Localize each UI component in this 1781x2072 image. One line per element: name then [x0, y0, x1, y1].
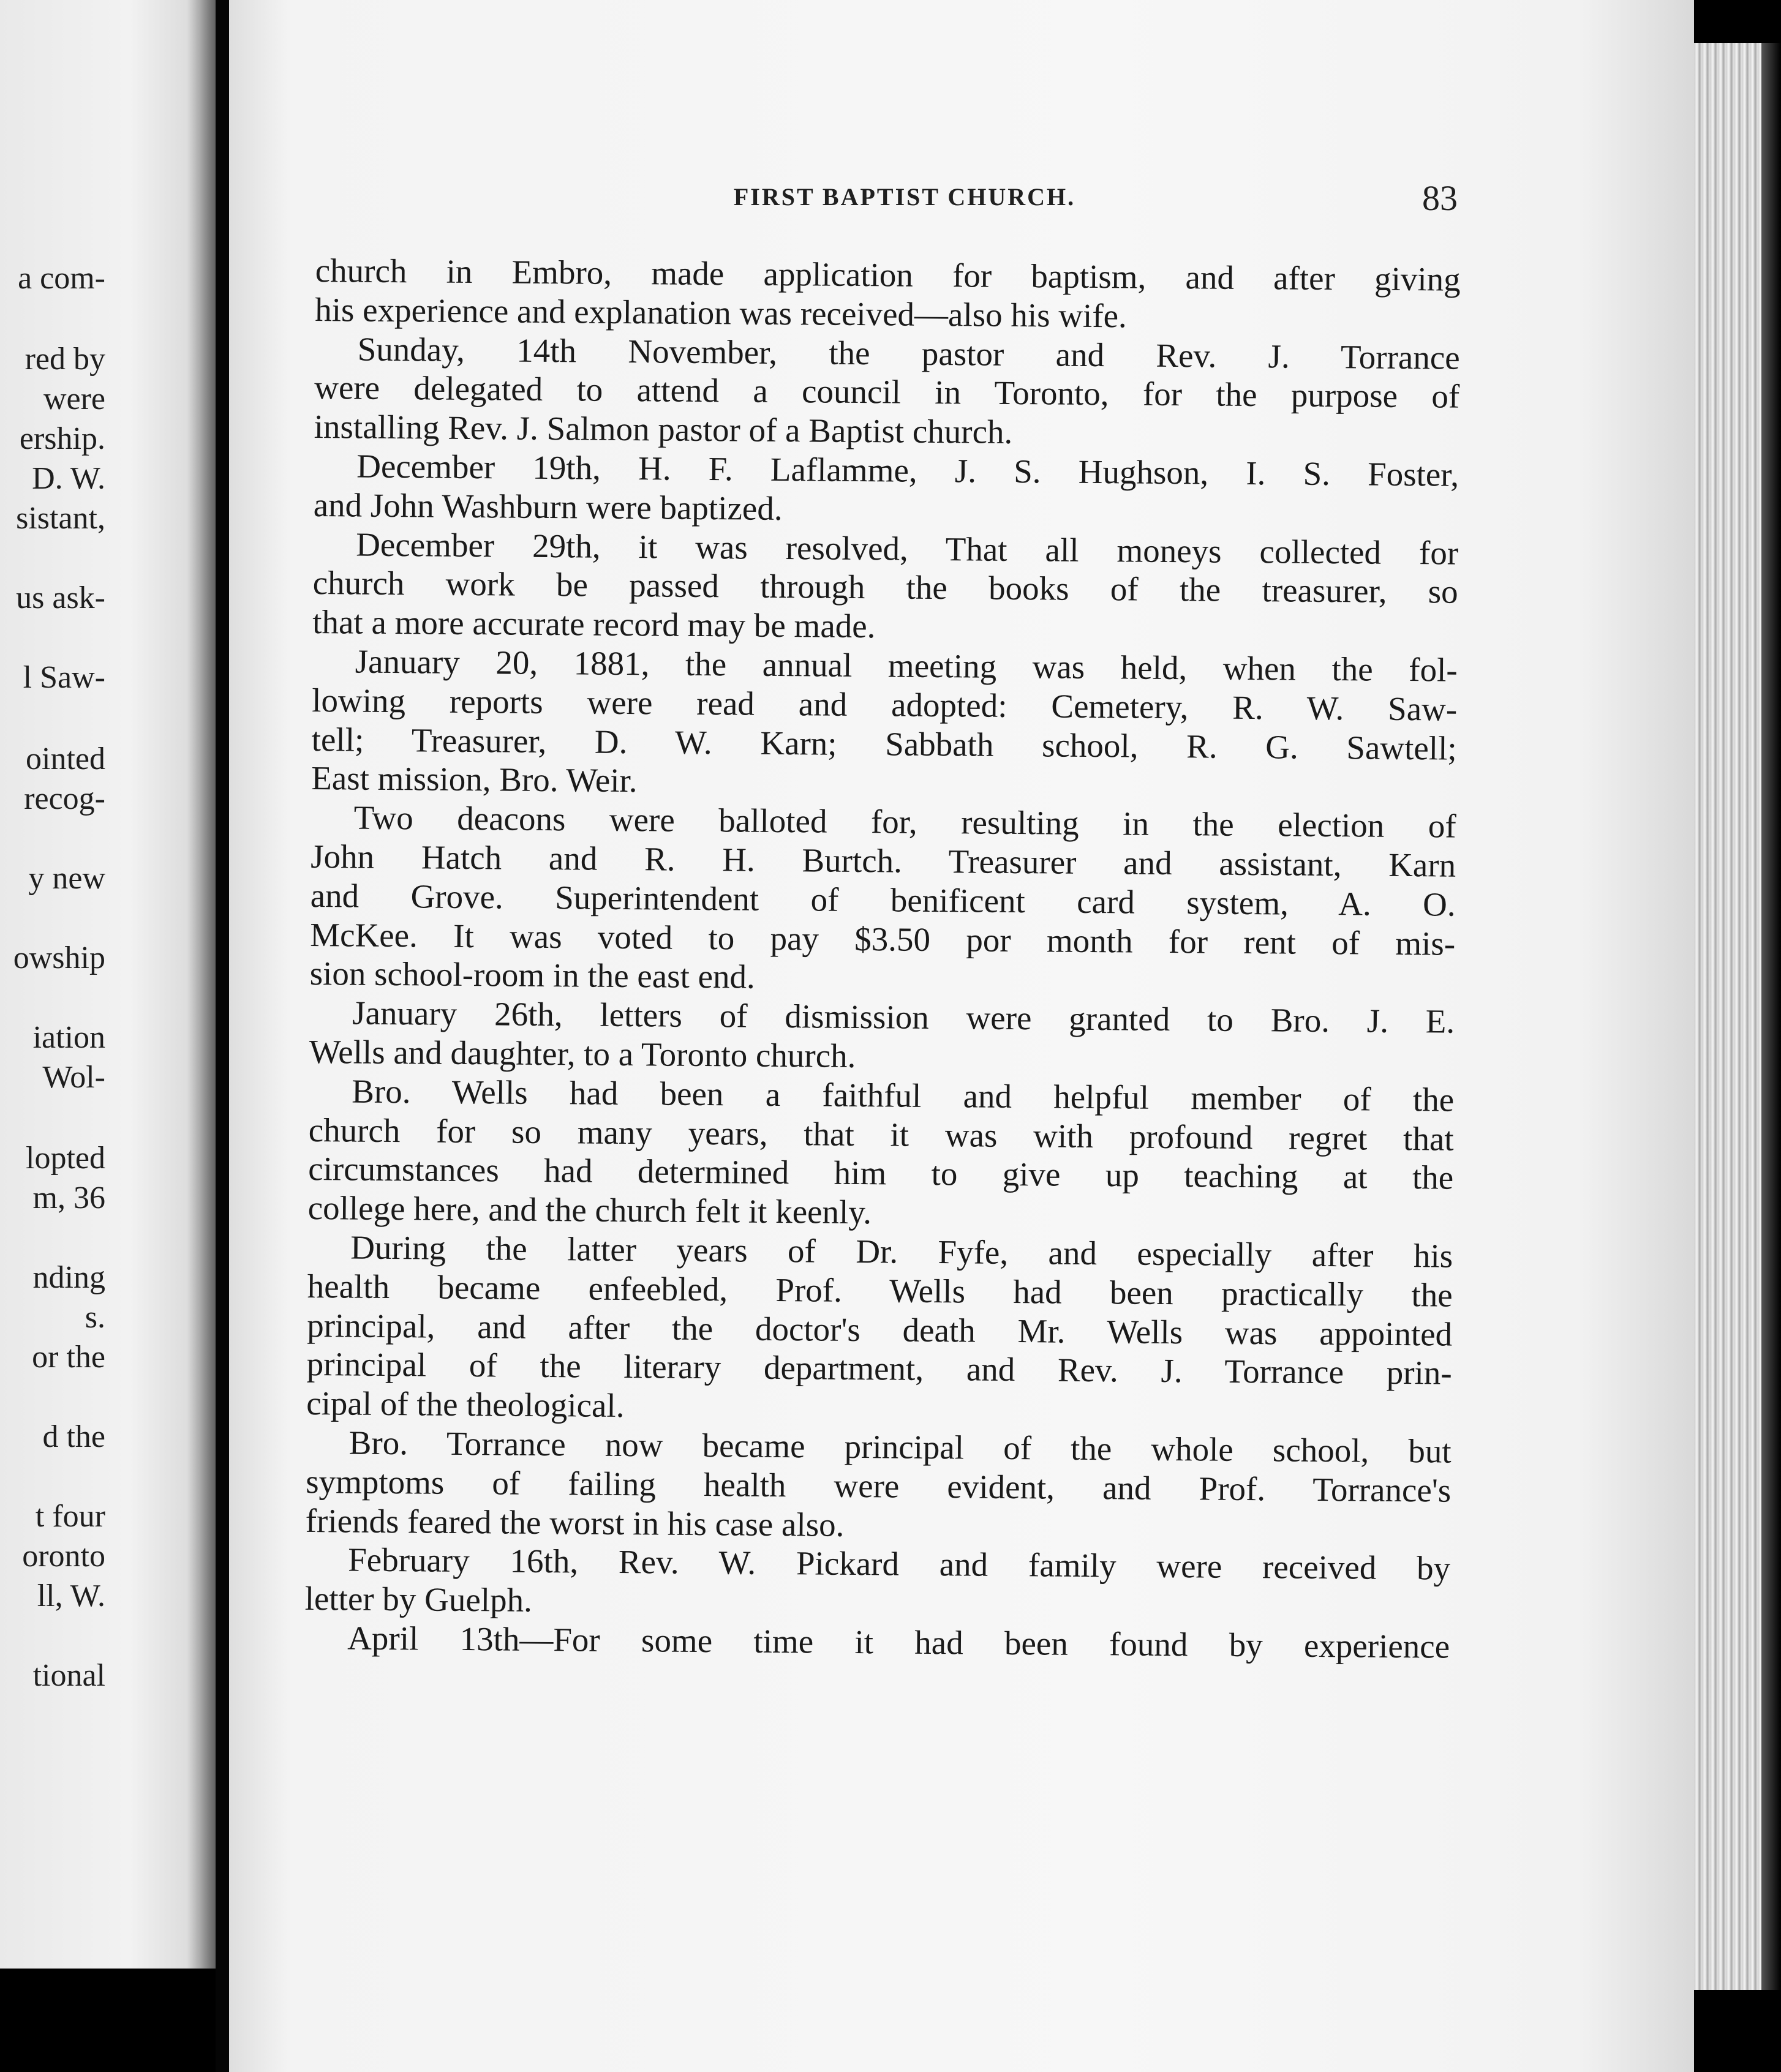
text-line: February 16th, Rev. W. Pickard and family were received by	[347, 1541, 1451, 1587]
text-line: his experience and explanation was received—also his wife.	[315, 290, 1128, 335]
left-page-text: Wol-	[42, 1060, 105, 1095]
page-edges	[1694, 43, 1761, 1990]
left-page-text: red by	[24, 342, 105, 377]
text-line: letter by Guelph.	[304, 1580, 533, 1619]
text-line: Wells and daughter, to a Toronto church.	[309, 1032, 856, 1075]
left-page-text: tional	[32, 1658, 105, 1693]
text-line: December 29th, it was resolved, That all moneys collected for	[356, 525, 1459, 572]
text-line: John Hatch and R. H. Burtch. Treasurer and assistant, Karn	[310, 837, 1456, 884]
left-page-text: t four	[35, 1499, 105, 1534]
text-line: circumstances had determined him to give up teaching at the	[307, 1150, 1454, 1196]
text-line: McKee. It was voted to pay $3.50 por month for rent of mis-	[309, 915, 1456, 963]
left-page-text: ll, W.	[37, 1578, 105, 1613]
text-line: December 19th, H. F. Laflamme, J. S. Hughson, I. S. Foster,	[356, 447, 1459, 494]
text-line: church for so many years, that it was with profound regret that	[308, 1111, 1454, 1158]
running-head: FIRST BAPTIST CHURCH.	[733, 183, 1076, 211]
text-line: installing Rev. J. Salmon pastor of a Baptist church.	[314, 408, 1013, 451]
left-page-text: nding	[32, 1260, 105, 1295]
text-line: symptoms of failing health were evident, and Prof. Torrance's	[305, 1462, 1452, 1509]
left-page-text: were	[43, 381, 105, 416]
left-page-text: s.	[85, 1300, 105, 1335]
left-page-text: oronto	[22, 1539, 105, 1574]
text-line: January 20, 1881, the annual meeting was held, when the fol-	[355, 642, 1458, 689]
page-edges-shadow	[1761, 43, 1781, 1990]
text-line: During the latter years of Dr. Fyfe, and especially after his	[350, 1228, 1453, 1275]
text-line: were delegated to attend a council in Toronto, for the purpose of	[314, 369, 1460, 416]
left-page-text: y new	[28, 861, 105, 896]
book-spine	[216, 0, 229, 2072]
text-line: principal of the literary department, and Rev. J. Torrance prin-	[306, 1345, 1452, 1392]
text-line: Bro. Torrance now became principal of the whole school, but	[348, 1424, 1452, 1470]
text-line: tell; Treasurer, D. W. Karn; Sabbath school, R. G. Sawtell;	[311, 720, 1457, 767]
text-line: and Grove. Superintendent of benificent card system, A. O.	[310, 876, 1456, 923]
text-line: Two deacons were balloted for, resulting in the election of	[353, 798, 1456, 845]
left-page-text: ership.	[19, 421, 105, 456]
text-line: January 26th, letters of dismission were granted to Bro. J. E.	[352, 994, 1455, 1040]
text-line: and John Washburn were baptized.	[313, 486, 783, 527]
text-line: that a more accurate record may be made.	[312, 603, 876, 645]
left-page-text: owship	[13, 940, 105, 975]
left-page-text: or the	[32, 1340, 105, 1375]
page-number: 83	[1422, 178, 1458, 218]
left-page-fragment	[0, 0, 216, 1969]
left-page-text: sistant,	[16, 501, 105, 536]
text-line: East mission, Bro. Weir.	[311, 759, 638, 800]
left-page-text: us ask-	[16, 580, 105, 615]
text-line: lowing reports were read and adopted: Cemetery, R. W. Saw-	[312, 681, 1458, 728]
left-page-text: lopted	[26, 1141, 105, 1176]
text-line: Sunday, 14th November, the pastor and Rev. J. Torrance	[357, 330, 1460, 377]
body-text	[304, 251, 1461, 1666]
text-line: sion school-room in the east end.	[309, 955, 756, 996]
text-line: church work be passed through the books of the treasurer, so	[312, 564, 1458, 611]
text-line: cipal of the theological.	[306, 1384, 625, 1425]
text-line: principal, and after the doctor's death Mr. Wells was appointed	[306, 1306, 1453, 1353]
text-line: friends feared the worst in his case also.	[305, 1501, 845, 1544]
left-page-text: iation	[32, 1020, 105, 1055]
text-line: Bro. Wells had been a faithful and helpful member of the	[351, 1072, 1455, 1119]
left-page-gutter-shadow	[187, 0, 216, 1969]
text-line: church in Embro, made application for baptism, and after giving	[315, 251, 1461, 298]
text-line: college here, and the church felt it keenly.	[307, 1189, 872, 1231]
left-page-text: ointed	[26, 741, 105, 776]
left-page-text: d the	[42, 1419, 105, 1454]
left-page-text: D. W.	[32, 461, 105, 496]
left-page-text: l Saw-	[23, 660, 105, 695]
left-page-text: recog-	[24, 781, 105, 816]
text-line: April 13th—For some time it had been found by experience	[347, 1619, 1450, 1665]
left-page-text: m, 36	[32, 1181, 105, 1215]
text-line: health became enfeebled, Prof. Wells had been practically the	[307, 1267, 1453, 1314]
left-page-text: a com-	[18, 261, 105, 296]
